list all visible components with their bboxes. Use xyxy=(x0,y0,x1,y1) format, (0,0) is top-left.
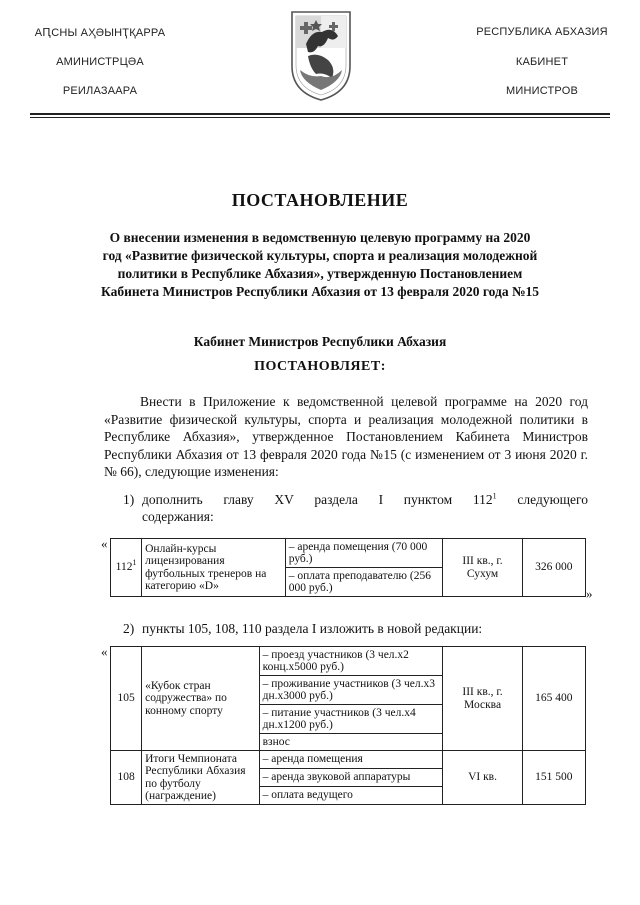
header-left-line-1: АԤСНЫ АҲӘЫНҬҚАРРА xyxy=(34,27,166,39)
quote-open: « xyxy=(101,536,108,551)
table-cell-amount: 165 400 xyxy=(522,647,585,751)
table-cell-amount: 151 500 xyxy=(522,751,585,805)
header-rule-thin xyxy=(30,117,610,118)
table-cell-period: III кв., г. Сухум xyxy=(443,539,522,597)
table-cell-name: Онлайн-курсы лицензирования футбольных тренеров на категорию «D» xyxy=(142,539,286,597)
table-cell-cost: – оплата преподавателю (256 000 руб.) xyxy=(285,568,443,597)
header-right-line-1: РЕСПУБЛИКА АБХАЗИЯ xyxy=(476,26,608,38)
amendment-table-1 xyxy=(110,538,586,597)
table-row xyxy=(111,751,586,769)
quote-open: « xyxy=(101,644,108,659)
list-item xyxy=(123,620,588,637)
table-cell-name: Итоги Чемпионата Республики Абхазия по футболу (награждение) xyxy=(142,751,259,805)
amendment-table-2 xyxy=(110,646,586,805)
header-right-line-3: МИНИСТРОВ xyxy=(505,85,578,97)
item-number: 2) xyxy=(123,621,135,636)
table-row xyxy=(111,647,586,676)
table-cell-cost: – проезд участников (3 чел.х2 конц.х5000 руб.) xyxy=(259,647,443,676)
table-cell-period: VI кв. xyxy=(443,751,522,805)
table-cell-amount: 326 000 xyxy=(522,539,585,597)
decrees-heading: ПОСТАНОВЛЯЕТ: xyxy=(254,359,386,374)
table-cell-cost: – аренда помещения xyxy=(259,751,443,769)
item-number: 1) xyxy=(123,492,135,507)
table-cell-cost: – оплата ведущего xyxy=(259,787,443,805)
table-cell-cost: – аренда помещения (70 000 руб.) xyxy=(285,539,443,568)
item-superscript: 1 xyxy=(492,491,497,501)
document-subject: О внесении изменения в ведомственную целевую программу на 2020 год «Развитие физической культуры, спорта и реализация молодежной политики в Республике Абхазия», утвержденную Постановлением Кабинета Министров Республики Абхазия от 13 февраля 2020 года №15 xyxy=(100,230,540,299)
header-rule-thick xyxy=(30,113,610,115)
intro-text: Внести в Приложение к ведомственной целевой программе на 2020 год «Развитие физической культуры, спорта и реализация молодежной политики в Республике Абхазия», утвержденное Постановлением Кабинета Министров Республики Абхазия от 13 февраля 2020 года №15 (с изменением от 3 июня 2020 г. № 66), следующие изменения: xyxy=(104,394,588,479)
document-type-title: ПОСТАНОВЛЕНИЕ xyxy=(231,190,409,210)
table-cell-num: $112^1$ xyxy=(111,539,142,597)
item-text-a: дополнить главу XV раздела I пунктом 112 xyxy=(142,492,493,507)
issuer-name: Кабинет Министров Республики Абхазия xyxy=(193,334,447,349)
table-cell-num: 108 xyxy=(111,751,142,805)
table-cell-cost: – питание участников (3 чел.х4 дн.х1200 руб.) xyxy=(259,705,443,734)
state-emblem-icon xyxy=(288,8,354,102)
table-cell-name: «Кубок стран содружества» по конному спорту xyxy=(142,647,259,751)
quote-close: » xyxy=(586,586,593,601)
intro-paragraph xyxy=(104,393,588,481)
table-row xyxy=(111,539,586,568)
table-cell-period: III кв., г. Москва xyxy=(443,647,522,751)
item-text: пункты 105, 108, 110 раздела I изложить в новой редакции: xyxy=(142,621,483,636)
table-cell-cost: взнос xyxy=(259,734,443,751)
item-text xyxy=(142,491,588,525)
header-left-line-3: РЕИЛАЗААРА xyxy=(62,85,138,97)
header-right-line-2: КАБИНЕТ xyxy=(515,56,569,68)
item-text-b: следующего содержания: xyxy=(142,492,588,524)
table-cell-num: 105 xyxy=(111,647,142,751)
header-left-line-2: АМИНИСТРЦӘА xyxy=(56,56,144,68)
list-item xyxy=(123,491,588,525)
table-cell-cost: – аренда звуковой аппаратуры xyxy=(259,769,443,787)
table-cell-cost: – проживание участников (3 чел.х3 дн.х3000 руб.) xyxy=(259,676,443,705)
